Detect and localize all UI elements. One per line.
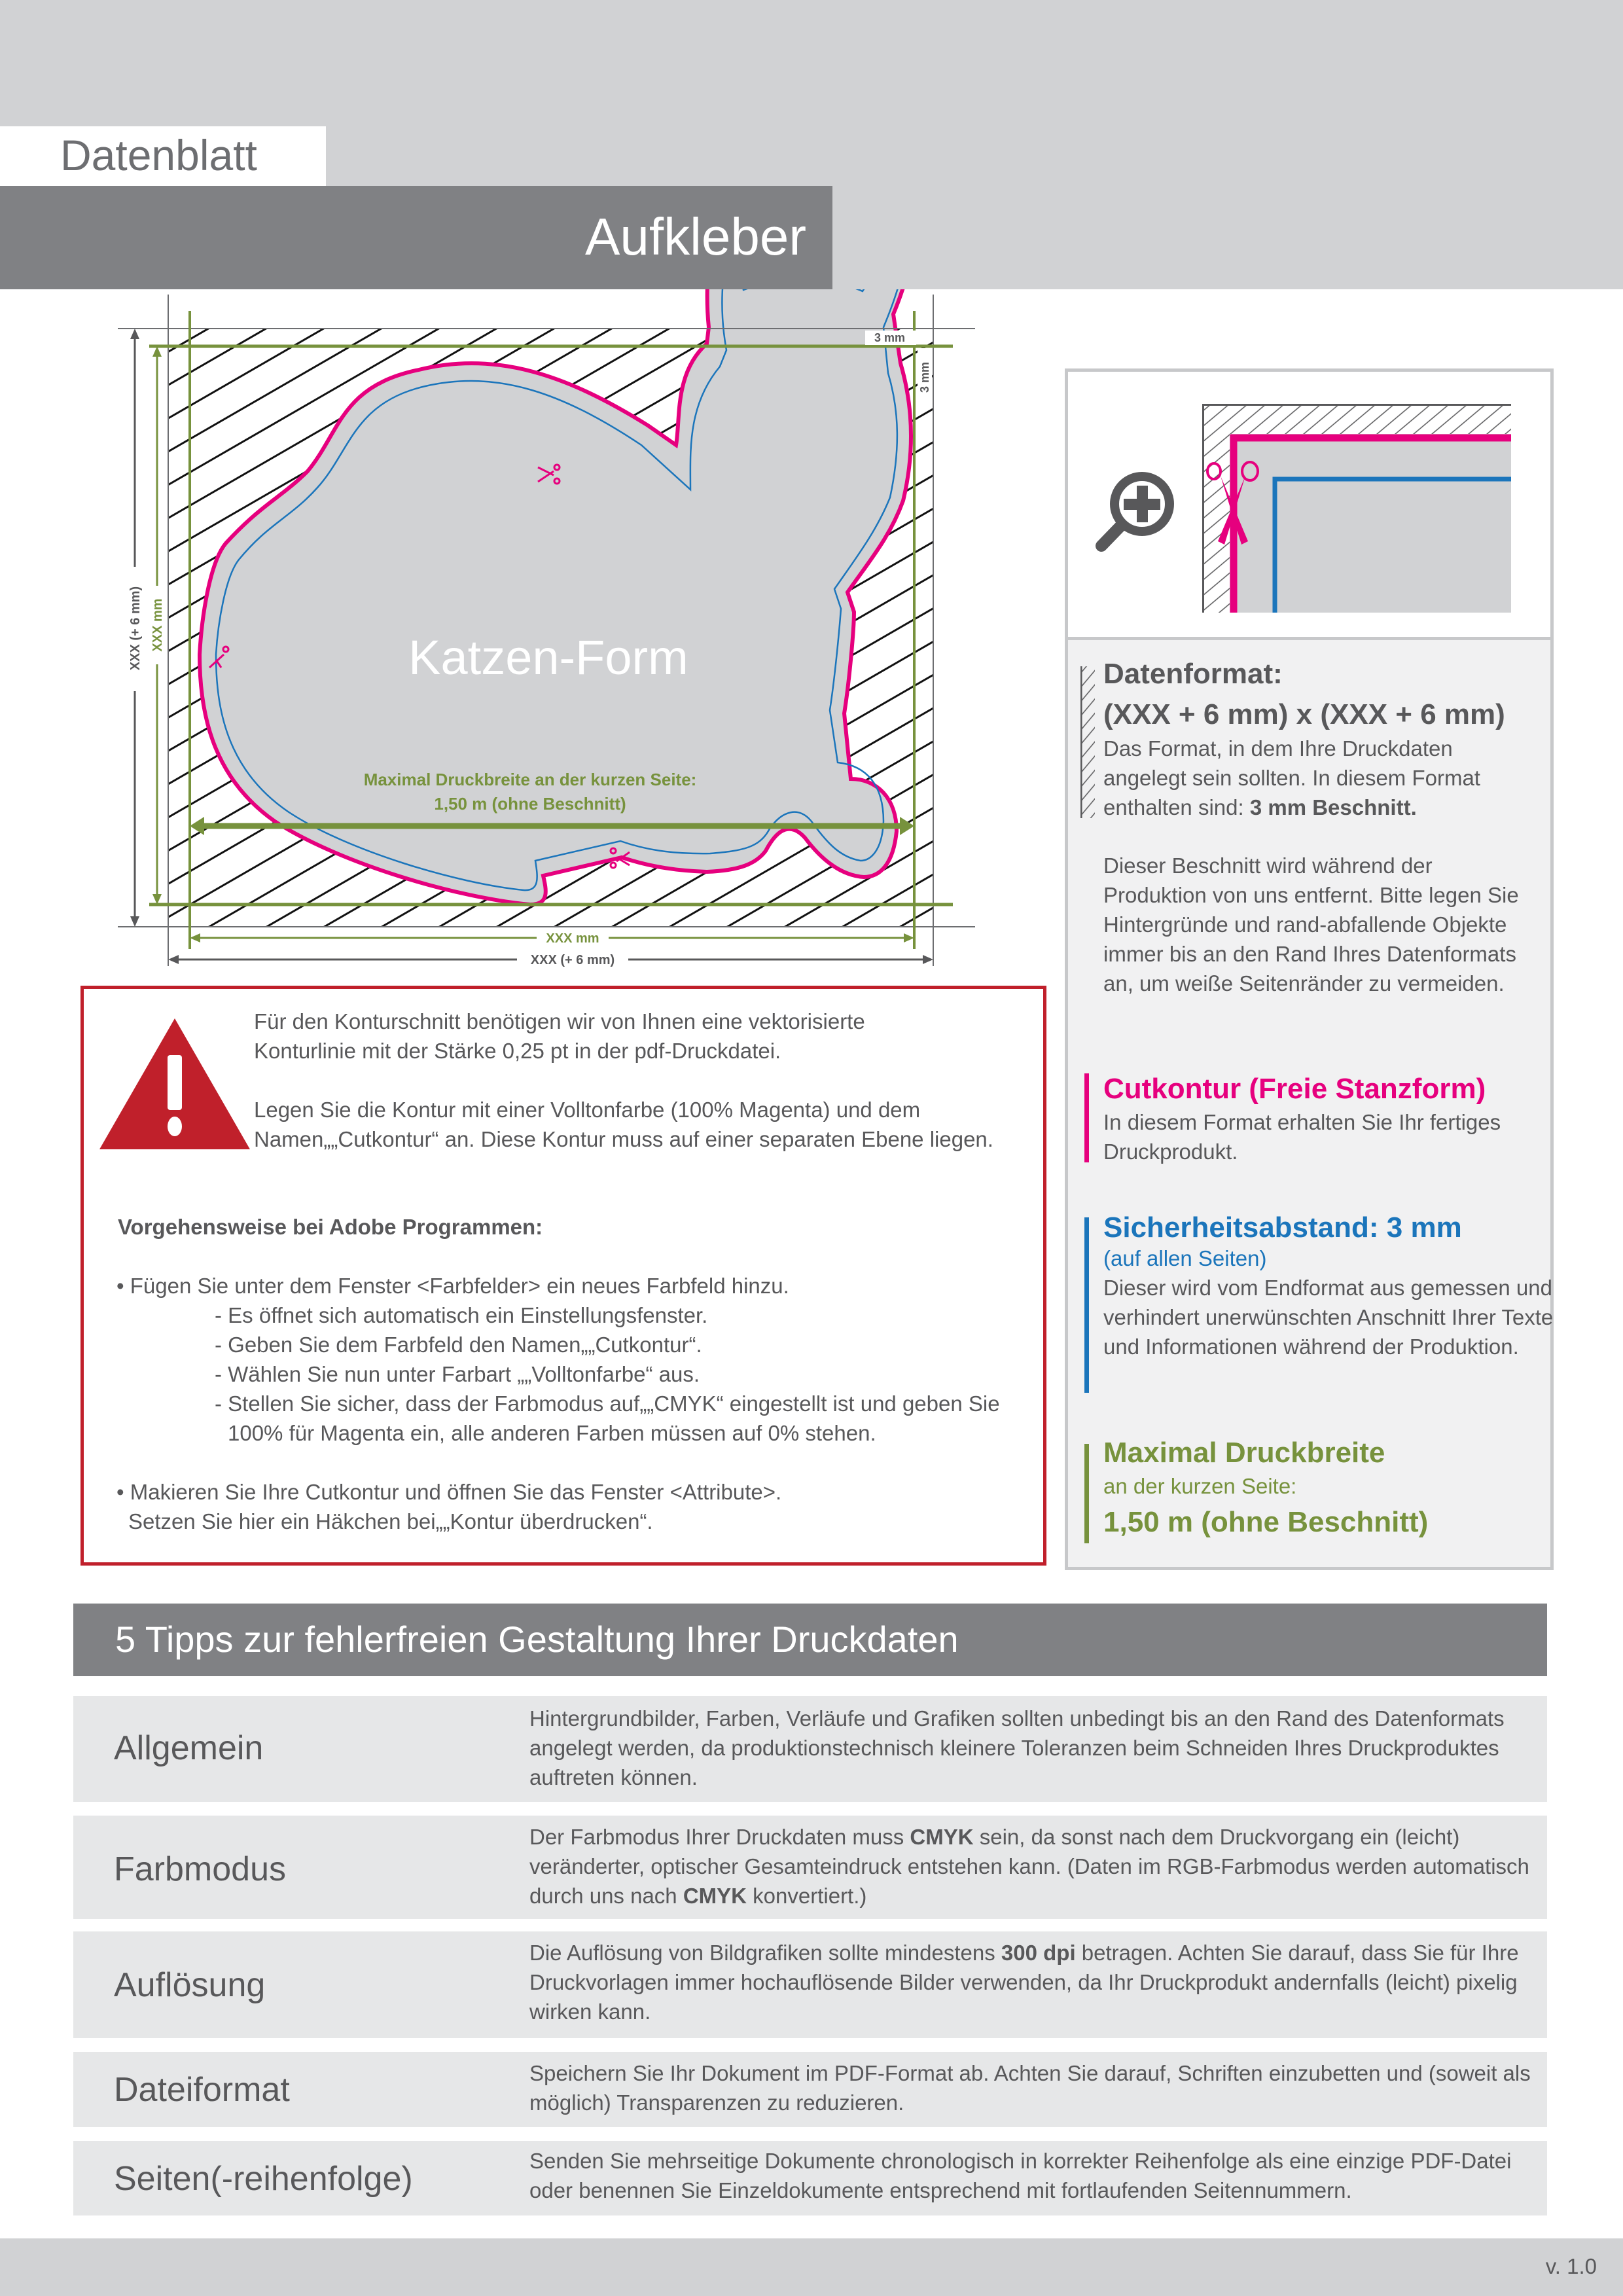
tip-text [529, 1822, 1537, 1910]
datenformat-description-bold: 3 mm Beschnitt. [1249, 795, 1417, 819]
warning-paragraph-2 [254, 1095, 1039, 1154]
tip-text [529, 1704, 1537, 1792]
height-bleed-label: XXX (+ 6 mm) [128, 586, 143, 671]
warning-text-line: Für den Konturschnitt benötigen wir von Ihnen eine vektorisierte [254, 1009, 865, 1033]
tip-label: Allgemein [114, 1729, 264, 1767]
safety-margin-subtitle: (auf allen Seiten) [1103, 1246, 1267, 1270]
max-width-subtitle: an der kurzen Seite: [1103, 1474, 1297, 1498]
version-label: v. 1.0 [1545, 2254, 1597, 2278]
safety-margin-description: Dieser wird vom Endformat aus gemessen und verhindert unerwünschten Anschnitt Ihrer Texte und Informationen während der Produktion. [1103, 1276, 1554, 1359]
tip-text [529, 2146, 1537, 2205]
datenformat-value: (XXX + 6 mm) x (XXX + 6 mm) [1103, 698, 1505, 730]
tip-text-bold: CMYK [683, 1884, 747, 1908]
max-width-label-1: Maximal Druckbreite an der kurzen Seite: [363, 770, 697, 789]
tip-row-allgemein [73, 1696, 1547, 1802]
width-final-label: XXX mm [546, 931, 599, 946]
procedure-steps [116, 1271, 1039, 1536]
tip-label: Seiten(-reihenfolge) [114, 2160, 413, 2198]
datenformat-description [1103, 734, 1529, 822]
tips-heading: 5 Tipps zur fehlerfreien Gestaltung Ihrer Druckdaten [115, 1619, 959, 1660]
max-width-title: Maximal Druckbreite [1103, 1437, 1385, 1469]
warning-text-line: Namen„„Cutkontur“ an. Diese Kontur muss auf einer separaten Ebene liegen. [254, 1127, 993, 1151]
max-width-value: 1,50 m (ohne Beschnitt) [1103, 1506, 1429, 1538]
tip-label: Farbmodus [114, 1850, 286, 1888]
tip-label: Dateiformat [114, 2071, 290, 2109]
safety-margin-title: Sicherheitsabstand: 3 mm [1103, 1211, 1462, 1244]
tip-row-dateiformat [73, 2052, 1547, 2127]
safety-margin-legend-bar [1084, 1217, 1089, 1393]
warning-text-line: Konturlinie mit der Stärke 0,25 pt in der pdf-Druckdatei. [254, 1039, 781, 1063]
tip-row-farbmodus [73, 1816, 1547, 1919]
cut-contour-title: Cutkontur (Freie Stanzform) [1103, 1073, 1486, 1105]
bleed-corner-illustration [1202, 404, 1511, 613]
datenformat-title: Datenformat: [1103, 658, 1283, 690]
tip-text-segment: Speichern Sie Ihr Dokument im PDF-Format ab. Achten Sie darauf, Schriften einzubetten und (soweit als möglich) Transparenzen zu reduzieren. [529, 2061, 1531, 2115]
doc-type-label: Datenblatt [60, 131, 257, 179]
cut-contour-description: In diesem Format erhalten Sie Ihr fertiges Druckprodukt. [1103, 1110, 1501, 1164]
shape-label: Katzen-Form [408, 630, 688, 685]
tip-text-segment: konvertiert.) [747, 1884, 867, 1908]
bleed-note: Dieser Beschnitt wird während der Produktion von uns entfernt. Bitte legen Sie Hintergründe und rand-abfallende Objekte immer bis an den Rand Ihres Datenformats an, um weiße Seitenränder zu vermeiden. [1103, 853, 1519, 996]
max-width-legend-bar [1084, 1444, 1089, 1543]
datenformat-description-text: Das Format, in dem Ihre Druckdaten angelegt sein sollten. In diesem Format enthalten sind: [1103, 736, 1480, 819]
tip-text-bold: CMYK [910, 1825, 974, 1849]
max-width-label-2: 1,50 m (ohne Beschnitt) [434, 794, 626, 814]
step-2: • Makieren Sie Ihre Cutkontur und öffnen Sie das Fenster <Attribute>. [116, 1480, 782, 1504]
tip-label: Auflösung [114, 1966, 266, 2004]
step-2-cont: Setzen Sie hier ein Häkchen bei„„Kontur überdrucken“. [128, 1509, 653, 1534]
tip-text-segment: betragen. Achten Sie darauf, dass Sie für Ihre Druckvorlagen immer hochauflösende Bilder verwenden, da Ihr Druckprodukt andernfalls (leicht) pixelig wirken kann. [529, 1941, 1519, 2024]
step-1-sub-cont: 100% für Magenta ein, alle anderen Farben müssen auf 0% stehen. [228, 1421, 876, 1445]
warning-text-line: Legen Sie die Kontur mit einer Volltonfarbe (100% Magenta) und dem [254, 1098, 921, 1122]
tip-row-aufloesung [73, 1931, 1547, 2038]
step-1-sub: - Wählen Sie nun unter Farbart „„Volltonfarbe“ aus. [215, 1362, 700, 1386]
footer [0, 2238, 1623, 2296]
page-title: Aufkleber [585, 207, 806, 266]
step-1-sub: - Geben Sie dem Farbfeld den Namen„„Cutkontur“. [215, 1333, 702, 1357]
bleed-top-label: 3 mm [874, 331, 906, 344]
tip-text-bold: 300 dpi [1001, 1941, 1076, 1965]
tip-text-segment: Senden Sie mehrseitige Dokumente chronologisch in korrekter Reihenfolge als eine einzige PDF-Datei oder benennen Sie Einzeldokumente entsprechend mit fortlaufenden Seitennummern. [529, 2149, 1512, 2202]
warning-paragraph-1 [254, 1007, 1039, 1066]
step-1: • Fügen Sie unter dem Fenster <Farbfelder> ein neues Farbfeld hinzu. [116, 1274, 789, 1298]
tip-text-segment: Der Farbmodus Ihrer Druckdaten muss [529, 1825, 910, 1849]
tip-text [529, 2058, 1537, 2117]
bleed-legend-hatch [1080, 666, 1095, 818]
warning-icon [99, 1018, 250, 1149]
step-1-sub: - Es öffnet sich automatisch ein Einstellungsfenster. [215, 1303, 708, 1327]
bleed-right-label: 3 mm [918, 361, 931, 393]
tip-text-segment: Hintergrundbilder, Farben, Verläufe und Grafiken sollten unbedingt bis an den Rand des Datenformats angelegt werden, da produktionstechnisch kleinere Toleranzen beim Schneiden Ihres Druckproduktes auftreten können. [529, 1706, 1505, 1789]
step-1-sub: - Stellen Sie sicher, dass der Farbmodus auf„„CMYK“ eingestellt ist und geben Sie [215, 1391, 1000, 1416]
zoom-in-icon [1095, 465, 1177, 555]
cut-contour-legend-bar [1084, 1073, 1089, 1162]
tip-text [529, 1938, 1537, 2026]
tip-text-segment: sein, da sonst nach dem Druckvorgang ein (leicht) veränderter, optischer Gesamteindruck entstehen kann. (Daten im RGB-Farbmodus werden automatisch durch uns nach [529, 1825, 1529, 1908]
procedure-heading: Vorgehensweise bei Adobe Programmen: [118, 1215, 543, 1239]
width-bleed-label: XXX (+ 6 mm) [530, 953, 615, 967]
cat-shape-diagram [0, 289, 995, 983]
tip-row-seitenreihenfolge [73, 2141, 1547, 2215]
height-final-label: XXX mm [151, 598, 165, 652]
tip-text-segment: Die Auflösung von Bildgrafiken sollte mindestens [529, 1941, 1001, 1965]
